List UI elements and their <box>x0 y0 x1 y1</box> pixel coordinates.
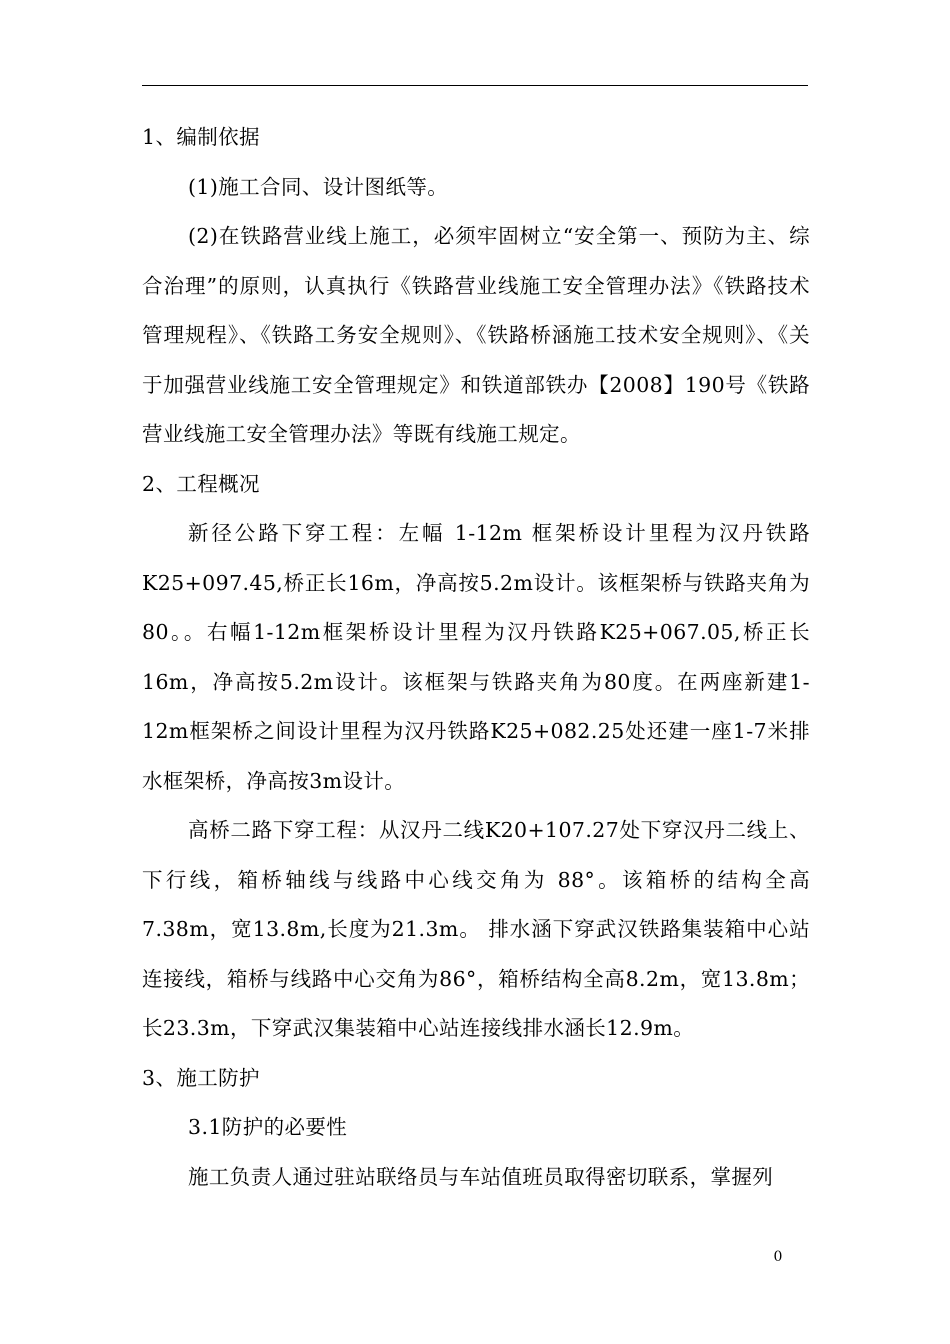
subsection-heading-3-1: 3.1防护的必要性 <box>188 1115 348 1139</box>
section-heading-1: 1、编制依据 <box>142 125 260 149</box>
document-body <box>142 113 810 1202</box>
paragraph-basis-1: (1)施工合同、设计图纸等。 <box>188 174 449 199</box>
paragraph-protection: 施工负责人通过驻站联络员与车站值班员取得密切联系，掌握列 <box>188 1164 774 1189</box>
paragraph-project-gaoqiao: 高桥二路下穿工程：从汉丹二线K20+107.27处下穿汉丹二线上、下行线，箱桥轴线与线路中心线交角为 88°。该箱桥的结构全高7.38m，宽13.8m,长度为21.3m。 排水涵下穿武汉铁路集装箱中心站连接线，箱桥与线路中心交角为86°，箱桥结构全高8.2m，宽13.8m；长23.3m，下穿武汉集装箱中心站连接线排水涵长12.9m。 <box>142 818 810 1040</box>
section-heading-3: 3、施工防护 <box>142 1065 260 1090</box>
header-rule <box>142 85 808 86</box>
paragraph-project-xinjing: 新径公路下穿工程：左幅 1-12m 框架桥设计里程为汉丹铁路K25+097.45,桥正长16m，净高按5.2m设计。该框架桥与铁路夹角为80。。右幅1-12m框架桥设计里程为汉丹铁路K25+067.05,桥正长16m，净高按5.2m设计。该框架与铁路夹角为80度。在两座新建1-12m框架桥之间设计里程为汉丹铁路K25+082.25处还建一座1-7米排水框架桥，净高按3m设计。 <box>142 521 810 793</box>
page-number: 0 <box>773 1249 783 1265</box>
paragraph-basis-2: (2)在铁路营业线上施工，必须牢固树立“安全第一、预防为主、综合治理”的原则，认真执行《铁路营业线施工安全管理办法》《铁路技术管理规程》、《铁路工务安全规则》、《铁路桥涵施工技术安全规则》、《关于加强营业线施工安全管理规定》和铁道部铁办【2008】190号《铁路营业线施工安全管理办法》等既有线施工规定。 <box>142 224 810 446</box>
section-heading-2: 2、工程概况 <box>142 471 260 496</box>
